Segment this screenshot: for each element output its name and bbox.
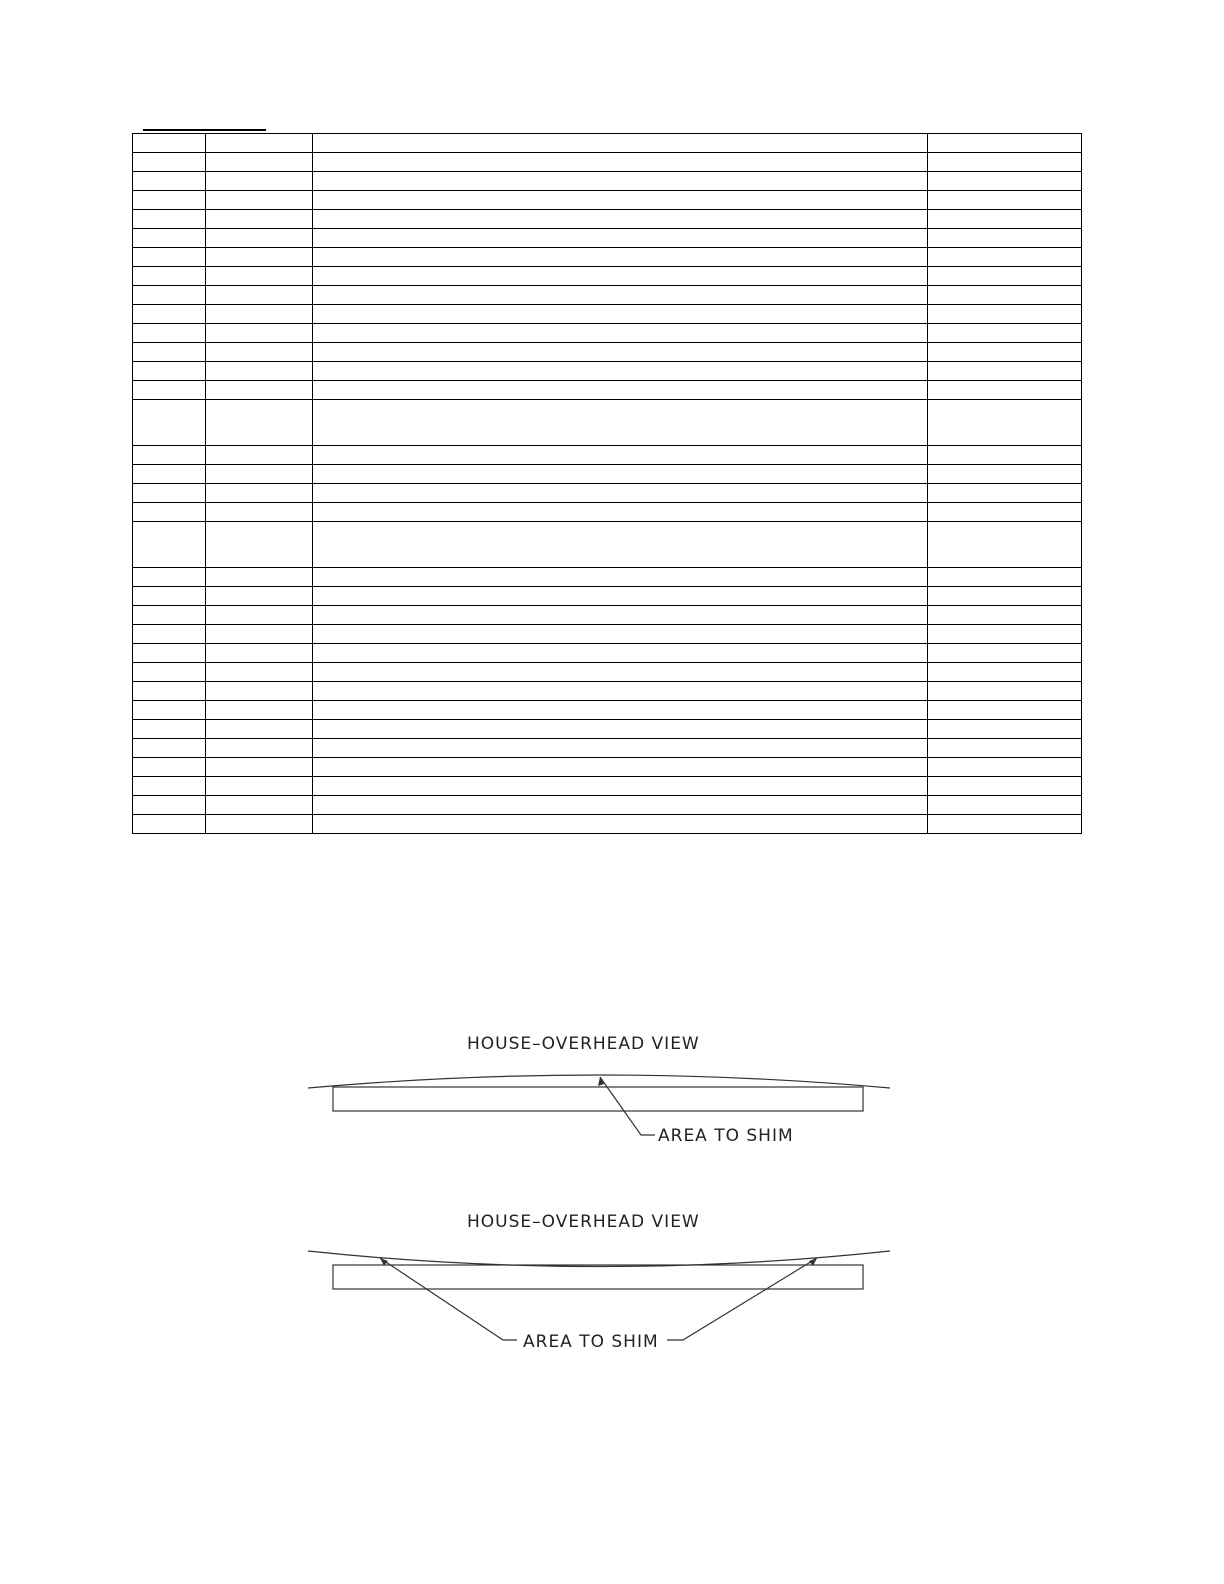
- diagram-center-shim: [308, 1034, 890, 1146]
- house-outline: [333, 1087, 863, 1111]
- wall-curve: [308, 1251, 890, 1267]
- callout-leader-right: [667, 1258, 817, 1340]
- house-outline: [333, 1265, 863, 1289]
- diagram-end-shim: [308, 1212, 890, 1352]
- diagram-title: HOUSE–OVERHEAD VIEW: [467, 1034, 700, 1054]
- callout-leader-left: [380, 1258, 517, 1340]
- shim-callout-label: AREA TO SHIM: [523, 1332, 659, 1352]
- diagram-title: HOUSE–OVERHEAD VIEW: [467, 1212, 700, 1232]
- shim-callout-label: AREA TO SHIM: [658, 1126, 794, 1146]
- callout-leader: [600, 1077, 655, 1135]
